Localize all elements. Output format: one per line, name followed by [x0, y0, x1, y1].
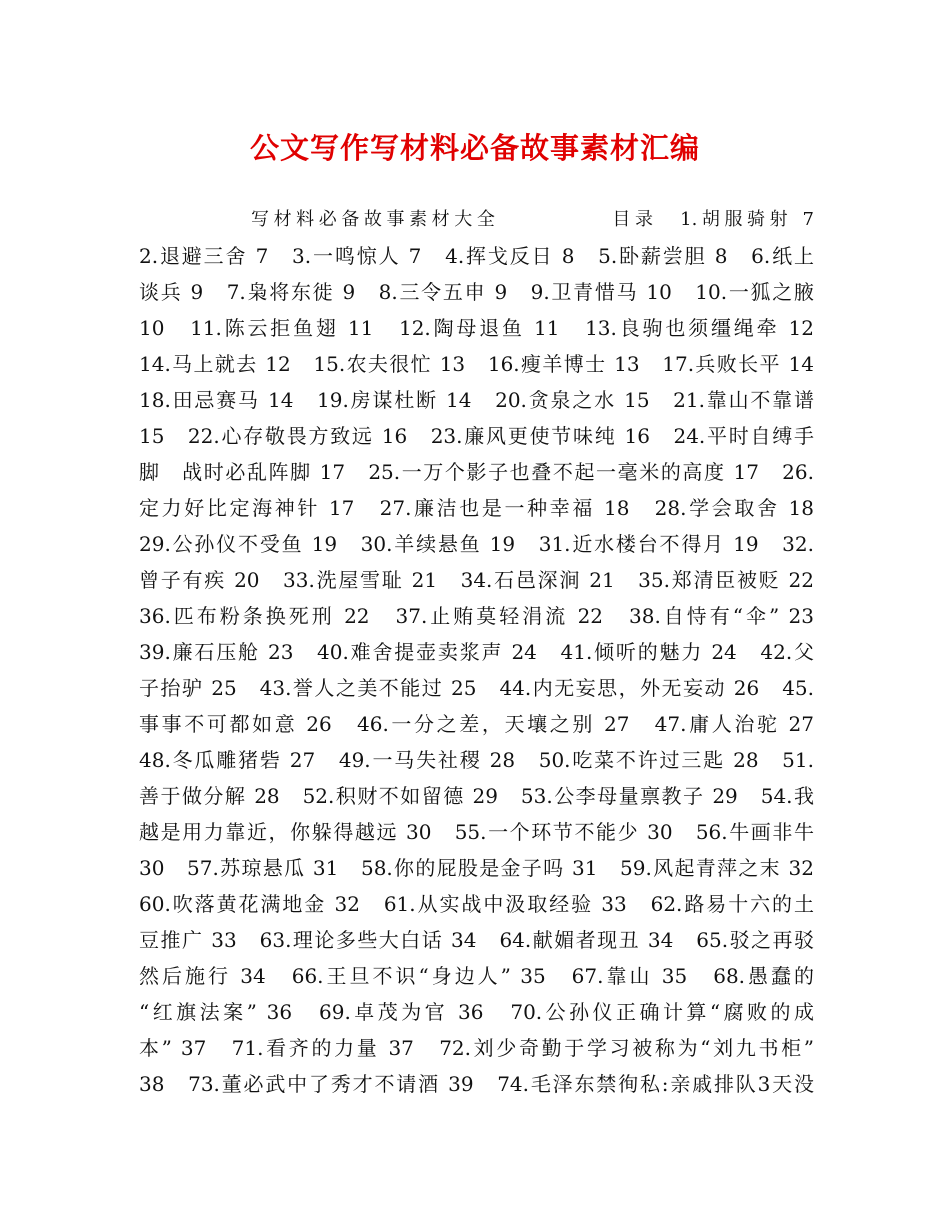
text-line: 定力好比定海神针 17 27.廉洁也是一种幸福 18 28.学会取舍 18 — [139, 496, 814, 520]
text-line: 48.冬瓜雕猪砦 27 49.一马失社稷 28 50.吃菜不许过三匙 28 51. — [139, 748, 814, 772]
text-line: 脚 战时必乱阵脚 17 25.一万个影子也叠不起一毫米的高度 17 26. — [139, 460, 814, 484]
text-line: 10 11.陈云拒鱼翅 11 12.陶母退鱼 11 13.良驹也须缰绳牵 12 — [139, 316, 814, 340]
document-title: 公文写作写材料必备故事素材汇编 — [249, 131, 700, 165]
text-line: 15 22.心存敬畏方致远 16 23.廉风更使节味纯 16 24.平时自缚手 — [139, 424, 814, 448]
text-line: 2.退避三舍 7 3.一鸣惊人 7 4.挥戈反日 8 5.卧薪尝胆 8 6.纸上 — [139, 244, 814, 268]
text-line: “红旗法案” 36 69.卓茂为官 36 70.公孙仪正确计算“腐败的成 — [139, 1000, 814, 1024]
text-line: 然后施行 34 66.王旦不识“身边人” 35 67.靠山 35 68.愚蠢的 — [139, 964, 814, 988]
text-line: 36.匹布粉条换死刑 22 37.止贿莫轻涓流 22 38.自恃有“伞” 23 — [139, 604, 814, 628]
text-line: 14.马上就去 12 15.农夫很忙 13 16.瘦羊博士 13 17.兵败长平 14 — [139, 352, 814, 376]
text-line: 谈兵 9 7.枭将东徙 9 8.三令五申 9 9.卫青惜马 10 10.一狐之腋 — [139, 280, 814, 304]
text-line: 38 73.董必武中了秀才不请酒 39 74.毛泽东禁徇私:亲戚排队3天没 — [139, 1072, 814, 1096]
text-line: 越是用力靠近，你躲得越远 30 55.一个环节不能少 30 56.牛画非牛 — [139, 820, 814, 844]
text-line: 本” 37 71.看齐的力量 37 72.刘少奇勤于学习被称为“刘九书柜” — [139, 1036, 814, 1060]
text-line: 事事不可都如意 26 46.一分之差，天壤之别 27 47.庸人治驼 27 — [139, 712, 814, 736]
text-line: 豆推广 33 63.理论多些大白话 34 64.献媚者现丑 34 65.驳之再驳 — [139, 928, 814, 952]
text-line: 善于做分解 28 52.积财不如留德 29 53.公李母量禀教子 29 54.我 — [139, 784, 814, 808]
text-line: 60.吹落黄花满地金 32 61.从实战中汲取经验 33 62.路易十六的土 — [139, 892, 814, 916]
text-line: 39.廉石压舱 23 40.难舍提壶卖浆声 24 41.倾听的魅力 24 42.父 — [139, 640, 814, 664]
text-line: 18.田忌赛马 14 19.房谋杜断 14 20.贪泉之水 15 21.靠山不靠谱 — [139, 388, 814, 412]
table-of-contents-text — [139, 202, 814, 1112]
text-line: 曾子有疾 20 33.洗屋雪耻 21 34.石邑深涧 21 35.郑清臣被贬 22 — [139, 568, 814, 592]
text-line: 写材料必备故事素材大全 目录 1.胡服骑射 7 — [251, 209, 814, 230]
text-line: 子抬驴 25 43.誉人之美不能过 25 44.内无妄思，外无妄动 26 45. — [139, 676, 814, 700]
text-line: 29.公孙仪不受鱼 19 30.羊续悬鱼 19 31.近水楼台不得月 19 32. — [139, 532, 814, 556]
text-line: 30 57.苏琼悬瓜 31 58.你的屁股是金子吗 31 59.风起青萍之末 32 — [139, 856, 814, 880]
